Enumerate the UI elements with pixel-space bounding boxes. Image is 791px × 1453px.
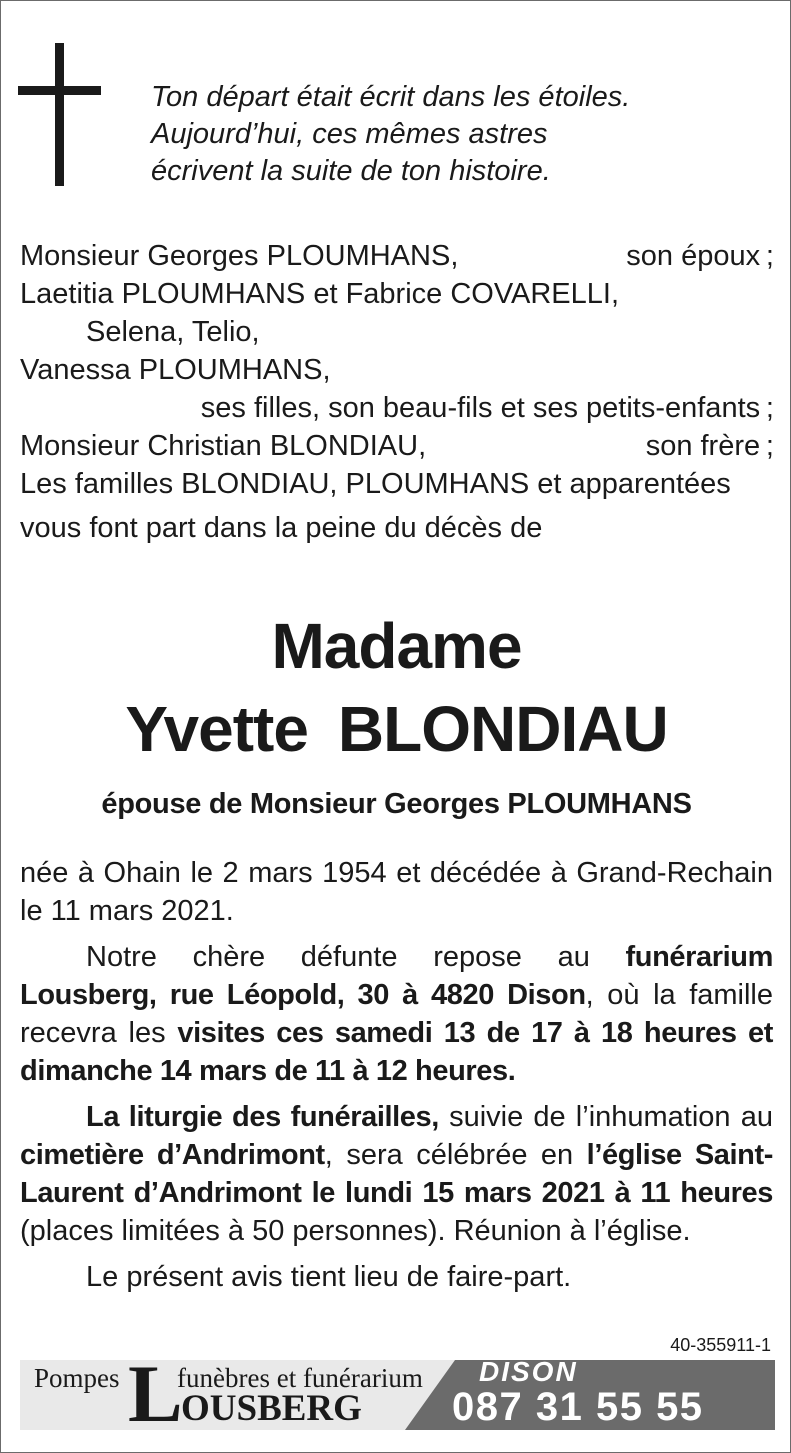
poem-line: écrivent la suite de ton histoire.	[151, 155, 551, 187]
deceased-name	[1, 687, 791, 771]
poem-line: Aujourd’hui, ces mêmes astres	[151, 118, 548, 150]
city-label: DISON	[479, 1356, 578, 1387]
body-text: Notre chère défunte repose au	[86, 941, 626, 973]
family-line: Les familles BLONDIAU, PLOUMHANS et apparentées	[20, 468, 731, 500]
cemetery-name: cimetière d’Andrimont	[20, 1139, 325, 1171]
family-relation: son frère ;	[645, 430, 774, 462]
visiting-hours: visites ces samedi 13 de 17 à 18 heures et dimanche 14 mars de 11 à 12 heures.	[20, 1017, 773, 1087]
visitation-paragraph	[20, 938, 773, 1090]
lousberg-initial: L	[128, 1348, 183, 1439]
family-row	[20, 389, 774, 427]
family-row	[20, 275, 774, 313]
family-row	[20, 509, 774, 547]
deceased-spouse: épouse de Monsieur Georges PLOUMHANS	[101, 788, 692, 820]
phone-number: 087 31 55 55	[452, 1385, 704, 1429]
body-text: , où la famille recevra les	[20, 979, 774, 1049]
poem-line: Ton départ était écrit dans les étoiles.	[151, 81, 631, 113]
family-row	[20, 237, 774, 275]
liturgy-label: La liturgie des funérailles,	[86, 1101, 439, 1133]
family-member: Vanessa PLOUMHANS,	[20, 354, 331, 386]
deceased-last-name: BLONDIAU	[337, 693, 668, 765]
family-row	[20, 427, 774, 465]
family-row	[20, 465, 774, 503]
funerarium-address: funérarium Lousberg, rue Léopold, 30 à 4820 Dison	[20, 941, 773, 1011]
family-row	[20, 313, 774, 351]
family-member: Monsieur Christian BLONDIAU,	[20, 430, 427, 462]
funebres-text: funèbres et funérarium	[177, 1363, 423, 1393]
poem	[151, 79, 630, 190]
body-text: (places limitées à 50 personnes). Réunion à l’église.	[20, 1215, 691, 1247]
pompes-text: Pompes	[34, 1363, 120, 1393]
deceased-title: Madame	[271, 610, 522, 682]
family-member: Selena, Telio,	[86, 316, 260, 348]
closing-line: Le présent avis tient lieu de faire-part.	[86, 1261, 572, 1293]
cross-icon	[18, 43, 101, 186]
lousberg-name: OUSBERG	[181, 1388, 362, 1429]
reference-number: 40-355911-1	[670, 1335, 771, 1355]
family-member: Monsieur Georges PLOUMHANS,	[20, 240, 459, 272]
family-list	[20, 237, 774, 547]
family-row	[20, 351, 774, 389]
family-member: Laetitia PLOUMHANS et Fabrice COVARELLI,	[20, 278, 620, 310]
funeral-paragraph	[20, 1098, 773, 1250]
birth-death-paragraph: née à Ohain le 2 mars 1954 et décédée à Grand-Rechain le 11 mars 2021.	[20, 857, 773, 927]
church-date-time: l’église Saint-Laurent d’Andrimont le lundi 15 mars 2021 à 11 heures	[20, 1139, 774, 1209]
announcement-line: vous font part dans la peine du décès de	[20, 512, 543, 544]
notice-body	[20, 854, 773, 1296]
body-text: , sera célébrée en	[324, 1139, 587, 1171]
funeral-home-banner	[20, 1348, 775, 1439]
family-relation: son époux ;	[626, 240, 774, 272]
family-relation: ses filles, son beau-fils et ses petits-enfants ;	[200, 392, 774, 424]
deceased-first-name: Yvette	[125, 693, 308, 765]
body-text: suivie de l’inhumation au	[438, 1101, 773, 1133]
